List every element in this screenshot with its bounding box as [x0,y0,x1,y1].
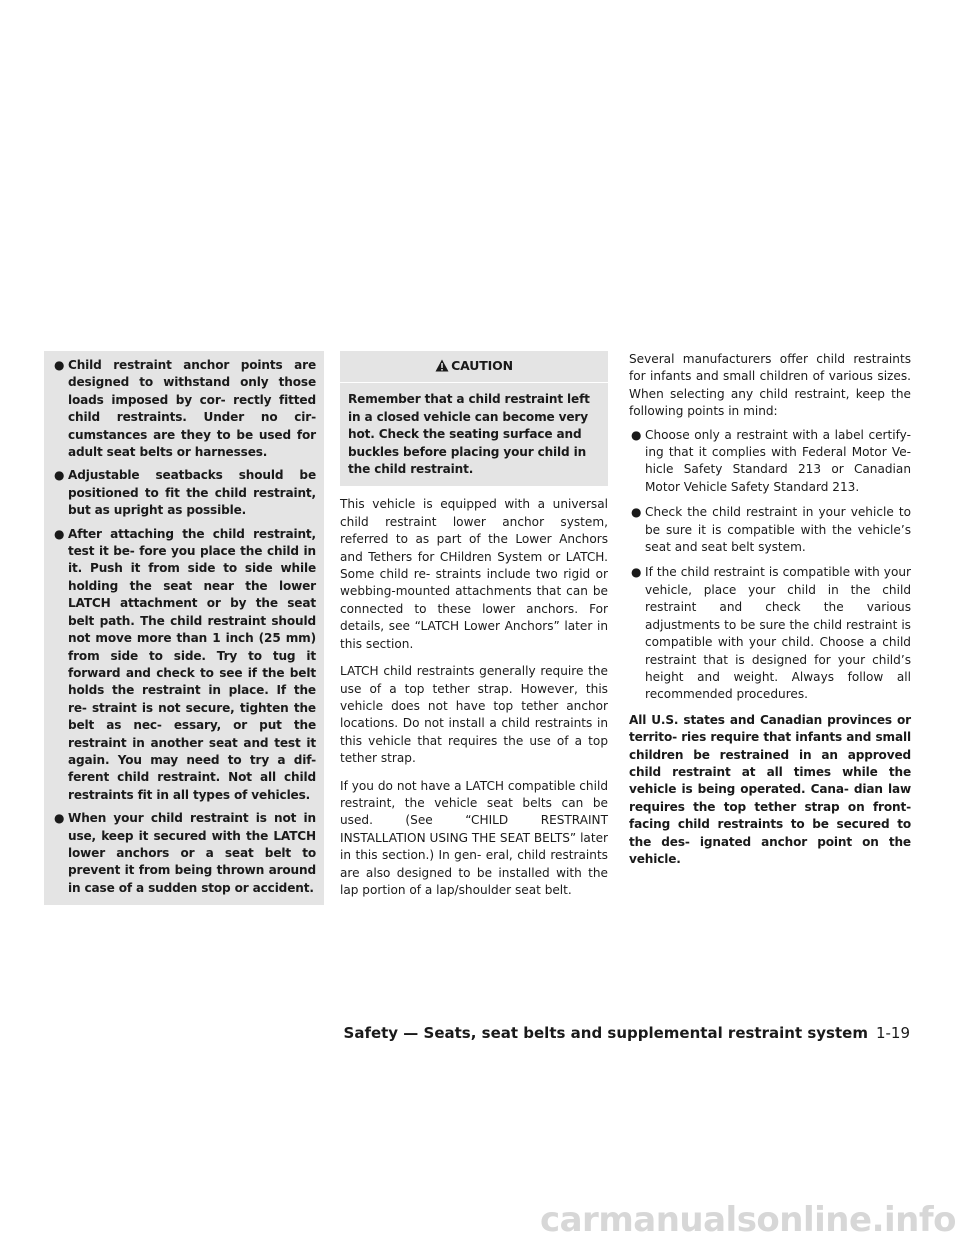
bullet-icon: ● [54,358,65,372]
page-footer [344,1024,910,1042]
section-title: Safety — Seats, seat belts and supplemental restraint system [343,1024,868,1042]
warning-bullet-list [52,357,316,897]
bullet-icon: ● [54,811,65,826]
warning-triangle-icon [435,359,449,372]
list-item [629,504,911,556]
list-item [629,427,911,497]
warning-bullet-text: Adjustable seatbacks should be positioned to fit the child restraint, but as upright as possible. [68,468,316,518]
list-item [52,357,316,461]
body-paragraph: This vehicle is equipped with a universal child restraint lower anchor system, referred to as part of the Lower Anchors and Tethers for CHildren System or LATCH. Some child re- straints include two rigid or webbing-mounted attachments that can be connected to these lower anchors. For details, see “LATCH Lower Anchors” later in this section. [340,497,608,651]
caution-box [340,351,608,486]
list-item [52,526,316,805]
list-item [52,810,316,897]
selection-bullet-text: Check the child restraint in your vehicle to be sure it is compatible with the vehicle’s seat and seat belt system. [645,505,911,555]
body-paragraph: If you do not have a LATCH compatible child restraint, the vehicle seat belts can be used. (See “CHILD RESTRAINT INSTALLATION USING THE SEAT BELTS” later in this section.) In gen- eral, child restraints are also designed to be installed with the lap portion of a lap/shoulder seat belt. [340,778,608,897]
caution-header [340,355,608,383]
bullet-icon: ● [631,427,642,442]
bullet-icon: ● [631,565,642,580]
bullet-icon: ● [54,526,65,541]
body-paragraph: LATCH child restraints generally require the use of a top tether strap. However, this vehicle does not have top tether anchor locations. Do not install a child restraints in this vehicle that requires the use of a top tether strap. [340,664,608,766]
warning-box [44,351,324,905]
bullet-icon: ● [631,505,642,520]
warning-bullet-text: When your child restraint is not in use, keep it secured with the LATCH lower anchors or a seat belt to prevent it from being thrown around in case of a sudden stop or accident. [68,811,316,895]
selection-bullet-list [629,427,911,704]
warning-bullet-text: Child restraint anchor points are designed to withstand only those loads imposed by cor- rectly fitted child restraints. Under no cir- cumstances are they to be used for adult seat belts or harnesses. [68,358,316,460]
warning-bullet-text: After attaching the child restraint, test it be- fore you place the child in it. Push it from side to side while holding the seat near the lower LATCH attachment or by the seat belt path. The child restraint should not move more than 1 inch (25 mm) from side to side. Try to tug it forward and check to see if the belt holds the restraint in place. If the re- straint is not secure, tighten the belt as nec- essary, or put the restraint in another seat and test it again. You may need to try a dif- ferent child restraint. Not all child restraints fit in all types of vehicles. [68,526,316,802]
page-number: 1-19 [875,1024,910,1042]
caution-title: CAUTION [451,358,513,373]
selection-bullet-text: If the child restraint is compatible with your vehicle, place your child in the child restraint and check the various adjustments to be sure the child restraint is compatible with your child. Choose a child restraint that is designed for your child’s height and weight. Always follow all recommended procedures. [645,565,911,702]
list-item [52,467,316,519]
closing-paragraph: All U.S. states and Canadian provinces or territo- ries require that infants and small children be restrained in an approved child restraint at all times while the vehicle is being operated. Cana- dian law requires the top tether strap on front- facing child restraints to be secured to the des- ignated anchor point on the vehicle. [629,712,911,866]
intro-paragraph: Several manufacturers offer child restraints for infants and small children of various sizes. When selecting any child restraint, keep the following points in mind: [629,352,911,419]
caution-text: Remember that a child restraint left in a closed vehicle can become very hot. Check the seating surface and buckles before placing your child in the child restraint. [348,392,590,477]
right-column [629,351,911,878]
list-item [629,564,911,703]
bullet-icon: ● [54,468,65,483]
watermark: carmanualsonline.info [539,1200,956,1240]
selection-bullet-text: Choose only a restraint with a label certify- ing that it complies with Federal Motor Ve- hicle Safety Standard 213 or Canadian Motor Vehicle Safety Standard 213. [645,427,911,494]
middle-column [340,351,608,909]
